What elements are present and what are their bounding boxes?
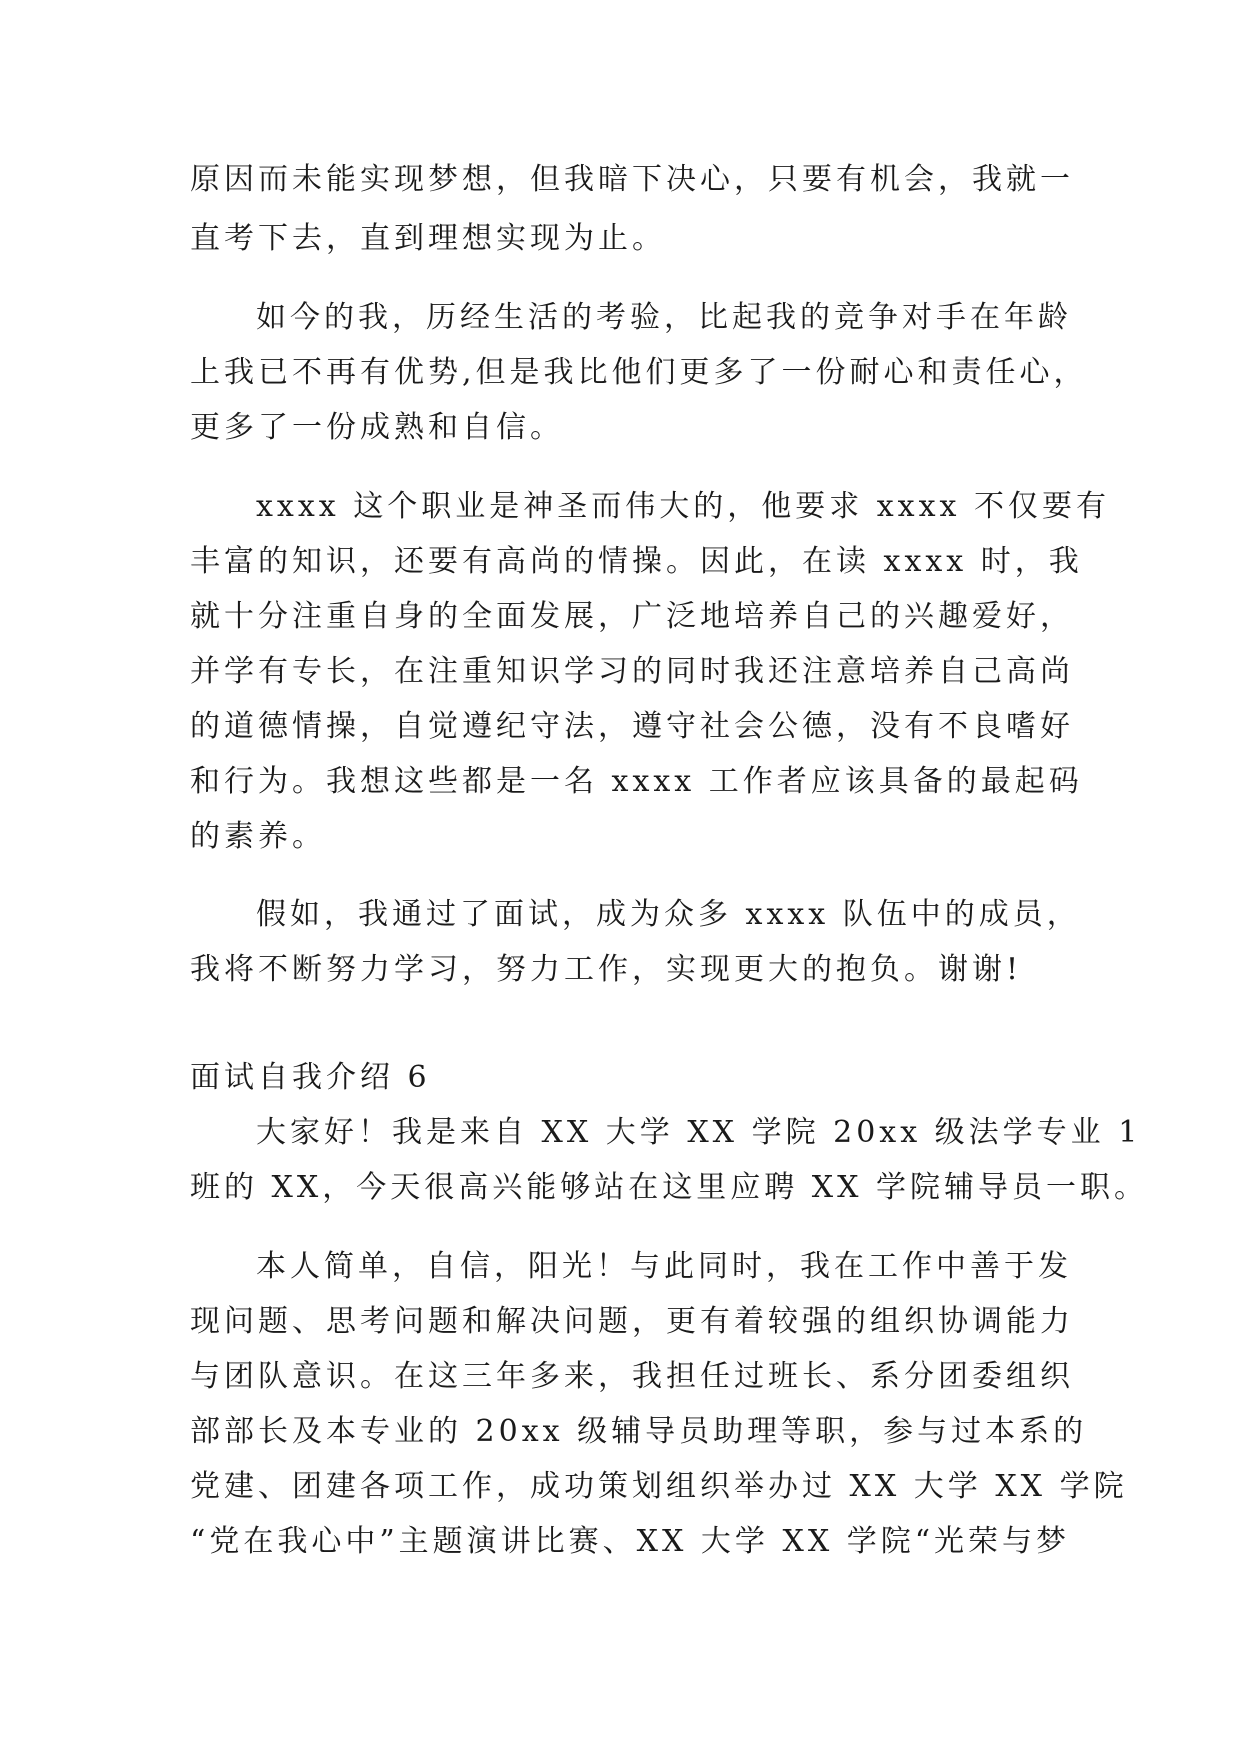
text-line: 就十分注重自身的全面发展，广泛地培养自己的兴趣爱好， xyxy=(190,599,1074,634)
text-line: 上我已不再有优势,但是我比他们更多了一份耐心和责任心， xyxy=(190,355,1088,390)
text-line: 并学有专长，在注重知识学习的同时我还注意培养自己高尚 xyxy=(190,654,1074,689)
text-line: 直考下去，直到理想实现为止。 xyxy=(190,221,666,256)
text-line: 部部长及本专业的 20xx 级辅导员助理等职，参与过本系的 xyxy=(190,1414,1088,1449)
text-line: 大家好！我是来自 XX 大学 XX 学院 20xx 级法学专业 1 xyxy=(256,1115,1142,1150)
text-line: 与团队意识。在这三年多来，我担任过班长、系分团委组织 xyxy=(190,1359,1074,1394)
text-line: 原因而未能实现梦想，但我暗下决心，只要有机会，我就一 xyxy=(190,162,1074,197)
text-line: 本人简单，自信，阳光！与此同时，我在工作中善于发 xyxy=(256,1249,1072,1284)
text-line: 假如，我通过了面试，成为众多 xxxx 队伍中的成员， xyxy=(256,897,1081,932)
text-line: 我将不断努力学习，努力工作，实现更大的抱负。谢谢! xyxy=(190,952,1023,987)
text-line: 班的 XX，今天很高兴能够站在这里应聘 XX 学院辅导员一职。 xyxy=(190,1170,1149,1205)
text-line: “党在我心中”主题演讲比赛、XX 大学 XX 学院“光荣与梦 xyxy=(190,1524,1071,1559)
text-line: 的道德情操，自觉遵纪守法，遵守社会公德，没有不良嗜好 xyxy=(190,709,1074,744)
section-heading: 面试自我介绍 6 xyxy=(190,1060,431,1095)
text-line: xxxx 这个职业是神圣而伟大的，他要求 xxxx 不仅要有 xyxy=(256,489,1110,524)
text-line: 更多了一份成熟和自信。 xyxy=(190,410,564,445)
text-line: 的素养。 xyxy=(190,819,326,854)
text-line: 如今的我，历经生活的考验，比起我的竞争对手在年龄 xyxy=(256,300,1072,335)
text-line: 和行为。我想这些都是一名 xxxx 工作者应该具备的最起码 xyxy=(190,764,1083,799)
text-line: 党建、团建各项工作，成功策划组织举办过 XX 大学 XX 学院 xyxy=(190,1469,1128,1504)
text-line: 丰富的知识，还要有高尚的情操。因此，在读 xxxx 时，我 xyxy=(190,544,1083,579)
text-line: 现问题、思考问题和解决问题，更有着较强的组织协调能力 xyxy=(190,1304,1074,1339)
